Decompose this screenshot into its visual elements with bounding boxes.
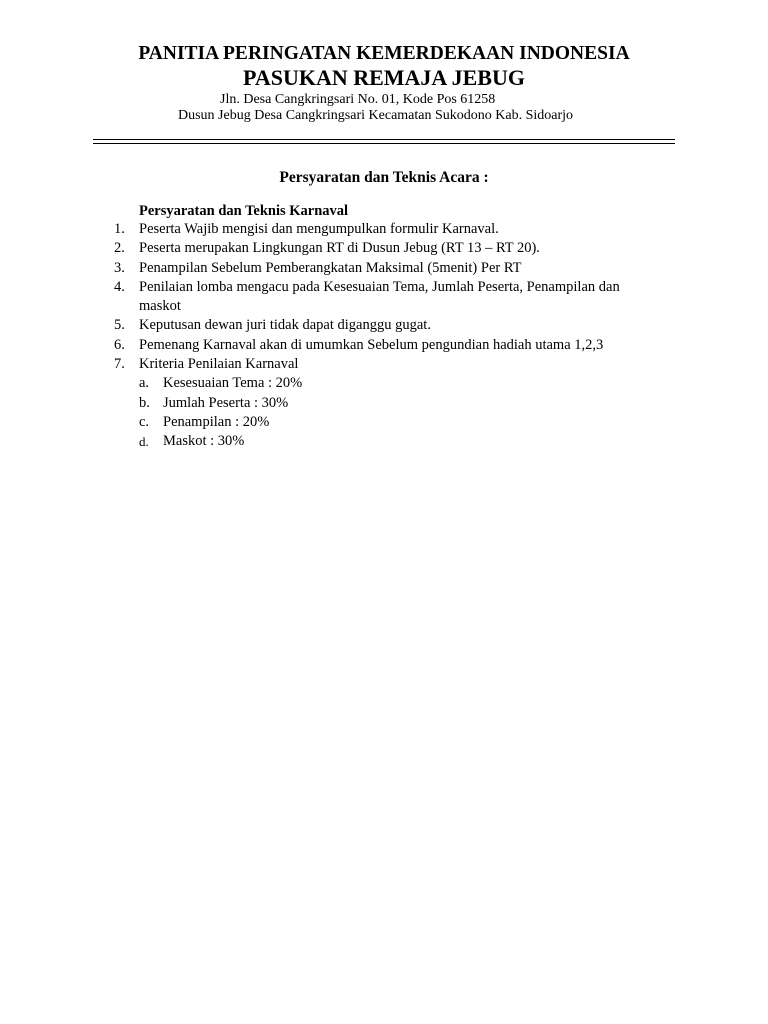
header-divider-top xyxy=(93,139,675,140)
list-item xyxy=(0,259,659,278)
list-item-text: Kriteria Penilaian Karnaval xyxy=(139,356,299,373)
list-item xyxy=(0,336,659,355)
criteria-text: Maskot : 30% xyxy=(163,433,245,450)
list-item-text: Peserta merupakan Lingkungan RT di Dusun Jebug (RT 13 – RT 20). xyxy=(139,240,540,257)
list-item-number: 5. xyxy=(114,317,125,334)
team-name: PASUKAN REMAJA JEBUG xyxy=(243,65,525,90)
list-item-text: Keputusan dewan juri tidak dapat diganggu gugat. xyxy=(139,317,431,334)
criteria-item xyxy=(139,413,659,432)
list-item xyxy=(0,220,659,239)
criteria-letter: d. xyxy=(139,434,149,450)
document-heading: Persyaratan dan Teknis Acara : xyxy=(279,169,489,186)
criteria-list xyxy=(139,374,659,451)
criteria-text: Kesesuaian Tema : 20% xyxy=(163,375,303,392)
list-item xyxy=(0,239,659,258)
header-divider-bottom xyxy=(93,143,675,144)
requirements-list xyxy=(0,220,768,452)
criteria-letter: a. xyxy=(139,375,150,392)
criteria-item xyxy=(139,394,659,413)
list-item-number: 6. xyxy=(114,336,125,353)
address-line-2: Dusun Jebug Desa Cangkringsari Kecamatan Sukodono Kab. Sidoarjo xyxy=(178,108,574,123)
criteria-letter: b. xyxy=(139,394,150,411)
list-item-text: Peserta Wajib mengisi dan mengumpulkan formulir Karnaval. xyxy=(139,221,499,237)
list-item-number: 3. xyxy=(114,259,125,276)
criteria-letter: c. xyxy=(139,413,150,430)
criteria-item xyxy=(139,374,659,393)
criteria-text: Jumlah Peserta : 30% xyxy=(163,394,289,411)
list-item xyxy=(0,355,659,451)
list-item-number: 4. xyxy=(114,278,125,295)
list-item-text: Penampilan Sebelum Pemberangkatan Maksimal (5menit) Per RT xyxy=(139,259,522,276)
list-item-number: 7. xyxy=(114,356,125,373)
list-item xyxy=(0,316,659,335)
list-item-number: 2. xyxy=(114,240,125,257)
criteria-text: Penampilan : 20% xyxy=(163,413,270,430)
criteria-item xyxy=(139,432,659,451)
list-item-text: Pemenang Karnaval akan di umumkan Sebelum pengundian hadiah utama 1,2,3 xyxy=(139,336,604,353)
address-line-1: Jln. Desa Cangkringsari No. 01, Kode Pos 61258 xyxy=(220,92,496,107)
organization-name: PANITIA PERINGATAN KEMERDEKAAN INDONESIA xyxy=(138,43,630,64)
list-item-text: Penilaian lomba mengacu pada Kesesuaian Tema, Jumlah Peserta, Penampilan dan maskot xyxy=(139,278,620,315)
list-item xyxy=(0,278,659,317)
section-title: Persyaratan dan Teknis Karnaval xyxy=(139,203,349,219)
list-item-number: 1. xyxy=(114,221,125,237)
